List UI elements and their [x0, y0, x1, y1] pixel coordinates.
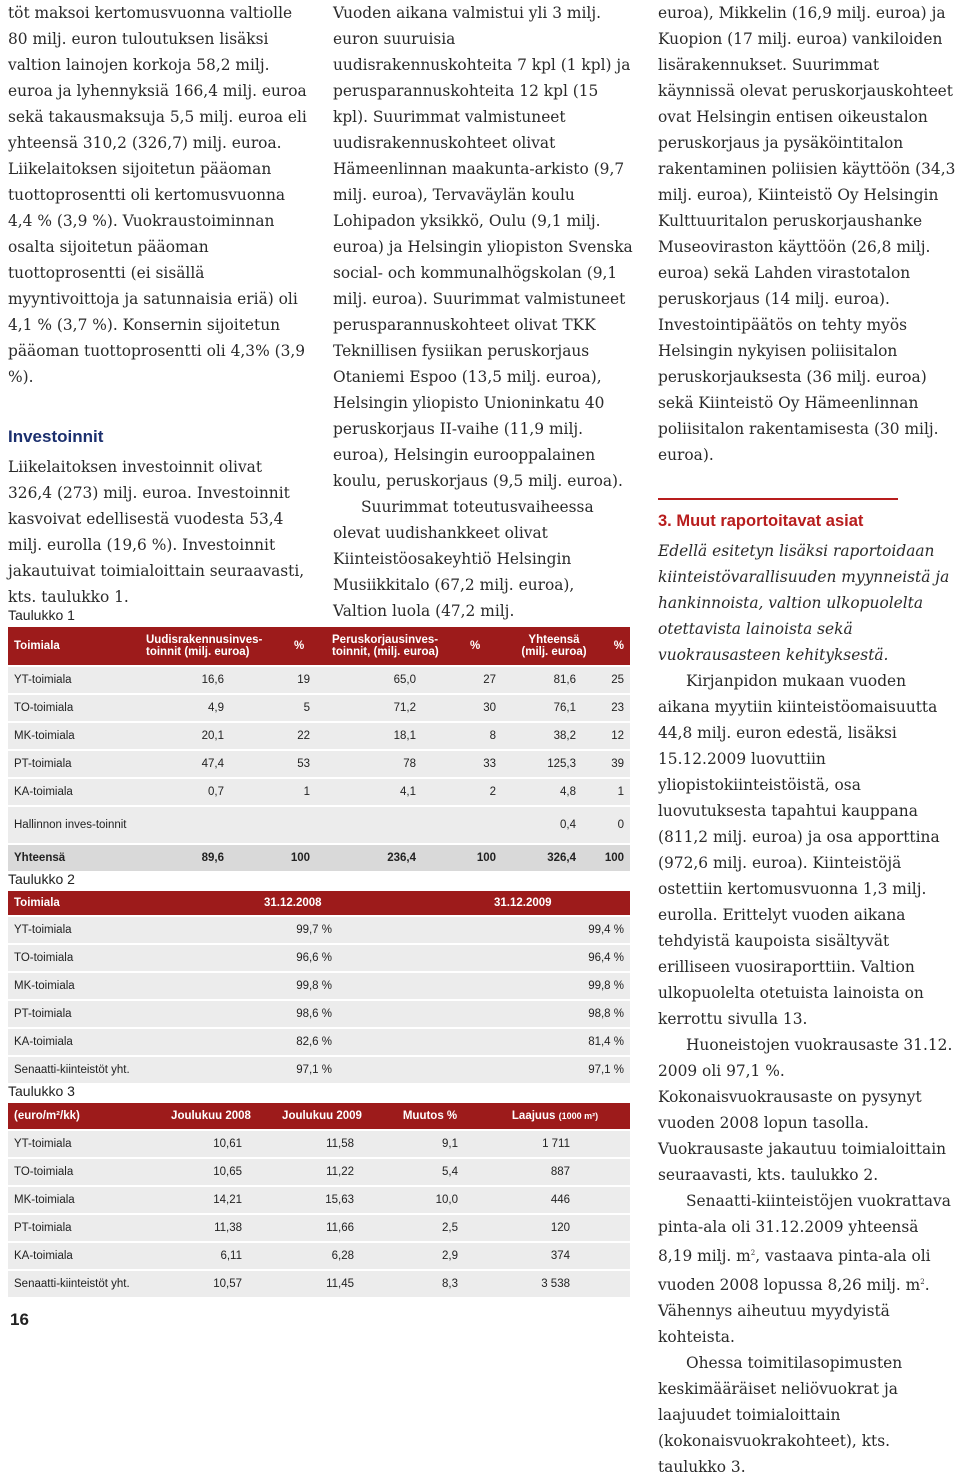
- row-label-cell: TO-toimiala: [14, 1166, 74, 1178]
- value-cell: 47,4: [201, 758, 224, 770]
- value-cell: 96,4 %: [588, 952, 624, 964]
- table-2-caption: Taulukko 2: [8, 871, 75, 887]
- row-label-cell: MK-toimiala: [14, 980, 75, 992]
- paragraph: Kirjanpidon mukaan vuoden aikana myytiin kiinteistöomaisuutta 44,8 milj. euron edestä, lisäksi 15.12.2009 luovuttiin yliopistokiinteistöistä, osa luovutuksesta tapahtui kauppana (811,2 milj. euroa) ja osa apporttina (972,6 milj. euroa). Kiinteistöjä ostettiin kertomusvuonna 1,3 milj. eurolla. Erittelyt vuoden aikana tehdyistä kaupoista sisältyvät erilliseen vuosiraporttiin. Valtion ulkopuolelta otetuista lainoista on kerrottu sivulla 13.: [658, 672, 940, 1028]
- value-cell: 10,65: [213, 1166, 242, 1178]
- value-cell: 120: [550, 1222, 570, 1234]
- value-cell: 10,57: [213, 1278, 242, 1290]
- value-cell: 9,1: [442, 1138, 458, 1150]
- row-label-cell: PT-toimiala: [14, 1008, 72, 1020]
- value-cell: 6,28: [331, 1250, 354, 1262]
- text-column-2: [333, 0, 633, 624]
- total-cell: 100: [290, 852, 310, 864]
- page-number: 16: [10, 1310, 29, 1329]
- table-row: [8, 1243, 630, 1271]
- paragraph: Vuoden aikana valmistui yli 3 milj. euron suuruisia uudisrakennuskohteita 7 kpl (1 kpl) ja perusparannuskohteita 12 kpl (15 kpl). Suurimmat valmistuneet uudisrakennuskohteet olivat Hämeenlinnan maakunta-arkisto (9,7 milj. euroa), Tervaväylän koulu Lohipadon yksikkö, Oulu (9,1 milj. euroa) ja Helsingin yliopiston Svenska social- och kommunalhögskolan (9,1 milj. euroa). Suurimmat valmistuneet perusparannuskohteet olivat TKK Teknillisen fysiikan peruskorjaus Otaniemi Espoo (13,5 milj. euroa), Helsingin yliopisto Unioninkatu 40 peruskorjaus II-vaihe (11,9 milj. euroa), Helsingin eurooppalainen koulu, peruskorjaus (9,5 milj. euroa).: [333, 4, 633, 490]
- value-cell: 1: [617, 786, 624, 798]
- value-cell: 78: [403, 758, 416, 770]
- value-cell: 19: [297, 674, 310, 686]
- header-cell: Joulukuu 2009: [282, 1110, 362, 1122]
- row-label-cell: PT-toimiala: [14, 758, 72, 770]
- table-row: [8, 1029, 630, 1057]
- text-span: Senaatti-kiinteistöjen vuokrattava pinta-ala oli 31.12.2009 yhteensä 8,19 milj. m: [658, 1192, 951, 1266]
- value-cell: 23: [611, 702, 624, 714]
- value-cell: 96,6 %: [296, 952, 332, 964]
- total-cell: 100: [604, 852, 624, 864]
- table-row: [8, 1215, 630, 1243]
- value-cell: 20,1: [201, 730, 224, 742]
- text-span: . Vähennys aiheutuu myydyistä kohteista.: [658, 1276, 930, 1347]
- total-cell: 326,4: [547, 852, 576, 864]
- value-cell: 15,63: [325, 1194, 354, 1206]
- value-cell: 27: [483, 674, 496, 686]
- section-heading-investoinnit: Investoinnit: [8, 427, 104, 446]
- row-label-cell: Hallinnon inves-toinnit: [14, 819, 127, 831]
- value-cell: 99,8 %: [296, 980, 332, 992]
- header-label: Laajuus: [511, 1110, 556, 1122]
- text-span: , vastaava pinta-ala oli vuoden 2008 lopussa 8,26 milj. m: [658, 1247, 931, 1295]
- value-cell: 4,9: [208, 702, 224, 714]
- text-column-3: [658, 0, 956, 1480]
- value-cell: 18,1: [393, 730, 416, 742]
- value-cell: 11,66: [326, 1222, 354, 1234]
- row-label-cell: KA-toimiala: [14, 1250, 73, 1262]
- value-cell: 2,9: [442, 1250, 458, 1262]
- value-cell: 12: [611, 730, 624, 742]
- value-cell: 2,5: [442, 1222, 458, 1234]
- value-cell: 22: [297, 730, 310, 742]
- value-cell: 4,8: [560, 786, 576, 798]
- value-cell: 5: [303, 702, 310, 714]
- superscript: 2: [920, 1278, 925, 1287]
- row-label-cell: MK-toimiala: [14, 730, 75, 742]
- header-cell: %: [294, 640, 305, 652]
- value-cell: 374: [550, 1250, 570, 1262]
- row-label-cell: TO-toimiala: [14, 702, 74, 714]
- table-row: [8, 945, 630, 973]
- value-cell: 81,6: [553, 674, 576, 686]
- total-cell: 100: [476, 852, 496, 864]
- paragraph: Ohessa toimitilasopimusten keskimääräiset neliövuokrat ja laajuudet toimialoittain (kokonaisvuokrakohteet), kts. taulukko 3.: [658, 1354, 903, 1477]
- table-row: [8, 1271, 630, 1299]
- value-cell: 65,0: [393, 674, 416, 686]
- table-row: [8, 723, 630, 751]
- row-label-cell: PT-toimiala: [14, 1222, 72, 1234]
- header-unit: (1000 m²): [558, 1111, 599, 1121]
- table-1: [8, 627, 630, 873]
- header-cell: Toimiala: [14, 897, 60, 909]
- value-cell: 16,6: [201, 674, 224, 686]
- header-cell: Yhteensä (milj. euroa): [521, 634, 587, 658]
- value-cell: 2: [489, 786, 496, 798]
- value-cell: 97,1 %: [296, 1064, 332, 1076]
- table-header-row: [8, 891, 630, 917]
- text-column-1: [8, 0, 308, 610]
- row-label-cell: KA-toimiala: [14, 786, 73, 798]
- value-cell: 39: [611, 758, 624, 770]
- table-3-caption: Taulukko 3: [8, 1083, 75, 1099]
- table-row: [8, 667, 630, 695]
- value-cell: 11,45: [326, 1278, 354, 1290]
- value-cell: 8,3: [442, 1278, 458, 1290]
- paragraph: Huoneistojen vuokrausaste 31.12. 2009 oli 97,1 %. Kokonaisvuokrausaste on pysynyt vuoden 2008 lopun tasolla. Vuokrausaste jakautuu toimialoittain seuraavasti, kts. taulukko 2.: [658, 1036, 953, 1184]
- table-2: [8, 891, 630, 1085]
- value-cell: 3 538: [541, 1278, 570, 1290]
- row-label-cell: Senaatti-kiinteistöt yht.: [14, 1064, 130, 1076]
- header-cell: %: [613, 640, 624, 652]
- paragraph: Liikelaitoksen investoinnit olivat 326,4 (273) milj. euroa. Investoinnit kasvoivat edellisestä vuodesta 53,4 milj. eurolla (19,6 %). Investoinnit jakautuivat toimialoittain seuraavasti, kts. taulukko 1.: [8, 458, 305, 606]
- value-cell: 11,58: [326, 1138, 354, 1150]
- table-row: [8, 779, 630, 807]
- value-cell: 1 711: [542, 1138, 570, 1150]
- value-cell: 8: [489, 730, 496, 742]
- total-cell: 89,6: [201, 852, 224, 864]
- total-cell: 236,4: [387, 852, 416, 864]
- section-divider: [658, 498, 898, 500]
- section-heading-muut: 3. Muut raportoitavat asiat: [658, 512, 864, 530]
- value-cell: 71,2: [393, 702, 416, 714]
- value-cell: 11,22: [326, 1166, 354, 1178]
- value-cell: 0,7: [208, 786, 224, 798]
- table-row: [8, 695, 630, 723]
- value-cell: 76,1: [553, 702, 576, 714]
- table-row: [8, 973, 630, 1001]
- table-header-row: [8, 627, 630, 667]
- value-cell: 14,21: [213, 1194, 242, 1206]
- value-cell: 1: [303, 786, 310, 798]
- header-cell: Joulukuu 2008: [171, 1110, 251, 1122]
- table-row: [8, 1131, 630, 1159]
- header-cell: 31.12.2009: [494, 897, 552, 909]
- header-cell: Muutos %: [402, 1110, 458, 1122]
- paragraph: Suurimmat toteutusvaiheessa olevat uudishankkeet olivat Kiinteistöosakeyhtiö Helsingin Musiikkitalo (67,2 milj. euroa), Valtion luola (47,2 milj.: [333, 498, 594, 620]
- value-cell: 5,4: [442, 1166, 458, 1178]
- value-cell: 887: [550, 1166, 570, 1178]
- value-cell: 98,6 %: [296, 1008, 332, 1020]
- value-cell: 0,4: [560, 819, 576, 831]
- header-cell: 31.12.2008: [264, 897, 322, 909]
- value-cell: 4,1: [400, 786, 416, 798]
- value-cell: 53: [297, 758, 310, 770]
- value-cell: 10,61: [213, 1138, 242, 1150]
- value-cell: 81,4 %: [588, 1036, 624, 1048]
- table-3: [8, 1103, 630, 1299]
- header-cell: Toimiala: [14, 640, 60, 652]
- header-cell: Uudisrakennusinves-toinnit (milj. euroa): [146, 634, 263, 658]
- value-cell: 82,6 %: [296, 1036, 332, 1048]
- table-row: [8, 1187, 630, 1215]
- value-cell: 98,8 %: [588, 1008, 624, 1020]
- paragraph: töt maksoi kertomusvuonna valtiolle 80 milj. euron tuloutuksen lisäksi valtion lainojen korkoja 58,2 milj. euroa ja lyhennyksiä 166,4 milj. euroa sekä takausmaksuja 5,5 milj. euroa eli yhteensä 310,2 (326,7) milj. euroa. Liikelaitoksen sijoitetun pääoman tuottoprosentti oli kertomusvuonna 4,4 % (3,9 %). Vuokraustoiminnan osalta sijoitetun pääoman tuottoprosentti (ei sisällä myyntivoittoja ja satunnaisia eriä) oli 4,1 % (3,7 %). Konsernin sijoitetun pääoman tuottoprosentti oli 4,3% (3,9 %).: [8, 4, 307, 386]
- table-row: [8, 807, 630, 845]
- header-cell: %: [470, 640, 481, 652]
- table-row: [8, 917, 630, 945]
- paragraph: euroa), Mikkelin (16,9 milj. euroa) ja Kuopion (17 milj. euroa) vankiloiden lisärakennukset. Suurimmat käynnissä olevat peruskorjauskohteet ovat Helsingin entisen oikeustalon peruskorjaus ja pysäköintitalon rakentaminen poliisien käyttöön (34,3 milj. euroa), Kiinteistö Oy Helsingin Kulttuuritalon peruskorjaushanke Museoviraston käyttöön (26,8 milj. euroa) sekä Lahden virastotalon peruskorjaus (14 milj. euroa). Investointipäätös on tehty myös Helsingin nykyisen poliisitalon peruskorjauksesta (36 milj. euroa) sekä Kiinteistö Oy Hämeenlinnan poliisitalon rakentamisesta (30 milj. euroa).: [658, 4, 956, 464]
- table-row: [8, 751, 630, 779]
- total-cell: Yhteensä: [14, 852, 66, 864]
- row-label-cell: YT-toimiala: [14, 1138, 72, 1150]
- value-cell: 446: [550, 1194, 570, 1206]
- value-cell: 38,2: [553, 730, 576, 742]
- row-label-cell: MK-toimiala: [14, 1194, 75, 1206]
- row-label-cell: KA-toimiala: [14, 1036, 73, 1048]
- value-cell: 30: [483, 702, 496, 714]
- header-cell: (euro/m²/kk): [14, 1110, 80, 1122]
- paragraph: [658, 1188, 956, 1350]
- row-label-cell: YT-toimiala: [14, 924, 72, 936]
- row-label-cell: Senaatti-kiinteistöt yht.: [14, 1278, 130, 1290]
- table-1-caption: Taulukko 1: [8, 607, 75, 623]
- value-cell: 125,3: [547, 758, 576, 770]
- row-label-cell: YT-toimiala: [14, 674, 72, 686]
- value-cell: 99,8 %: [588, 980, 624, 992]
- value-cell: 33: [483, 758, 496, 770]
- value-cell: 10,0: [435, 1194, 458, 1206]
- header-cell: [480, 1110, 630, 1122]
- value-cell: 0: [617, 819, 624, 831]
- value-cell: 11,38: [214, 1222, 242, 1234]
- table-row: [8, 1159, 630, 1187]
- value-cell: 25: [611, 674, 624, 686]
- table-row: [8, 1001, 630, 1029]
- value-cell: 99,4 %: [588, 924, 624, 936]
- table-total-row: [8, 845, 630, 873]
- value-cell: 99,7 %: [296, 924, 332, 936]
- superscript: 2: [750, 1249, 756, 1257]
- header-cell: Peruskorjausinves-toinnit, (milj. euroa): [332, 634, 439, 658]
- row-label-cell: TO-toimiala: [14, 952, 74, 964]
- value-cell: 6,11: [220, 1250, 242, 1262]
- intro-paragraph: Edellä esitetyn lisäksi raportoidaan kiinteistövarallisuuden myynneistä ja hankinnoista, valtion ulkopuolelta otettavista lainoista sekä vuokrausasteen kehityksestä.: [658, 542, 950, 664]
- table-header-row: [8, 1103, 630, 1131]
- value-cell: 97,1 %: [588, 1064, 624, 1076]
- table-row: [8, 1057, 630, 1085]
